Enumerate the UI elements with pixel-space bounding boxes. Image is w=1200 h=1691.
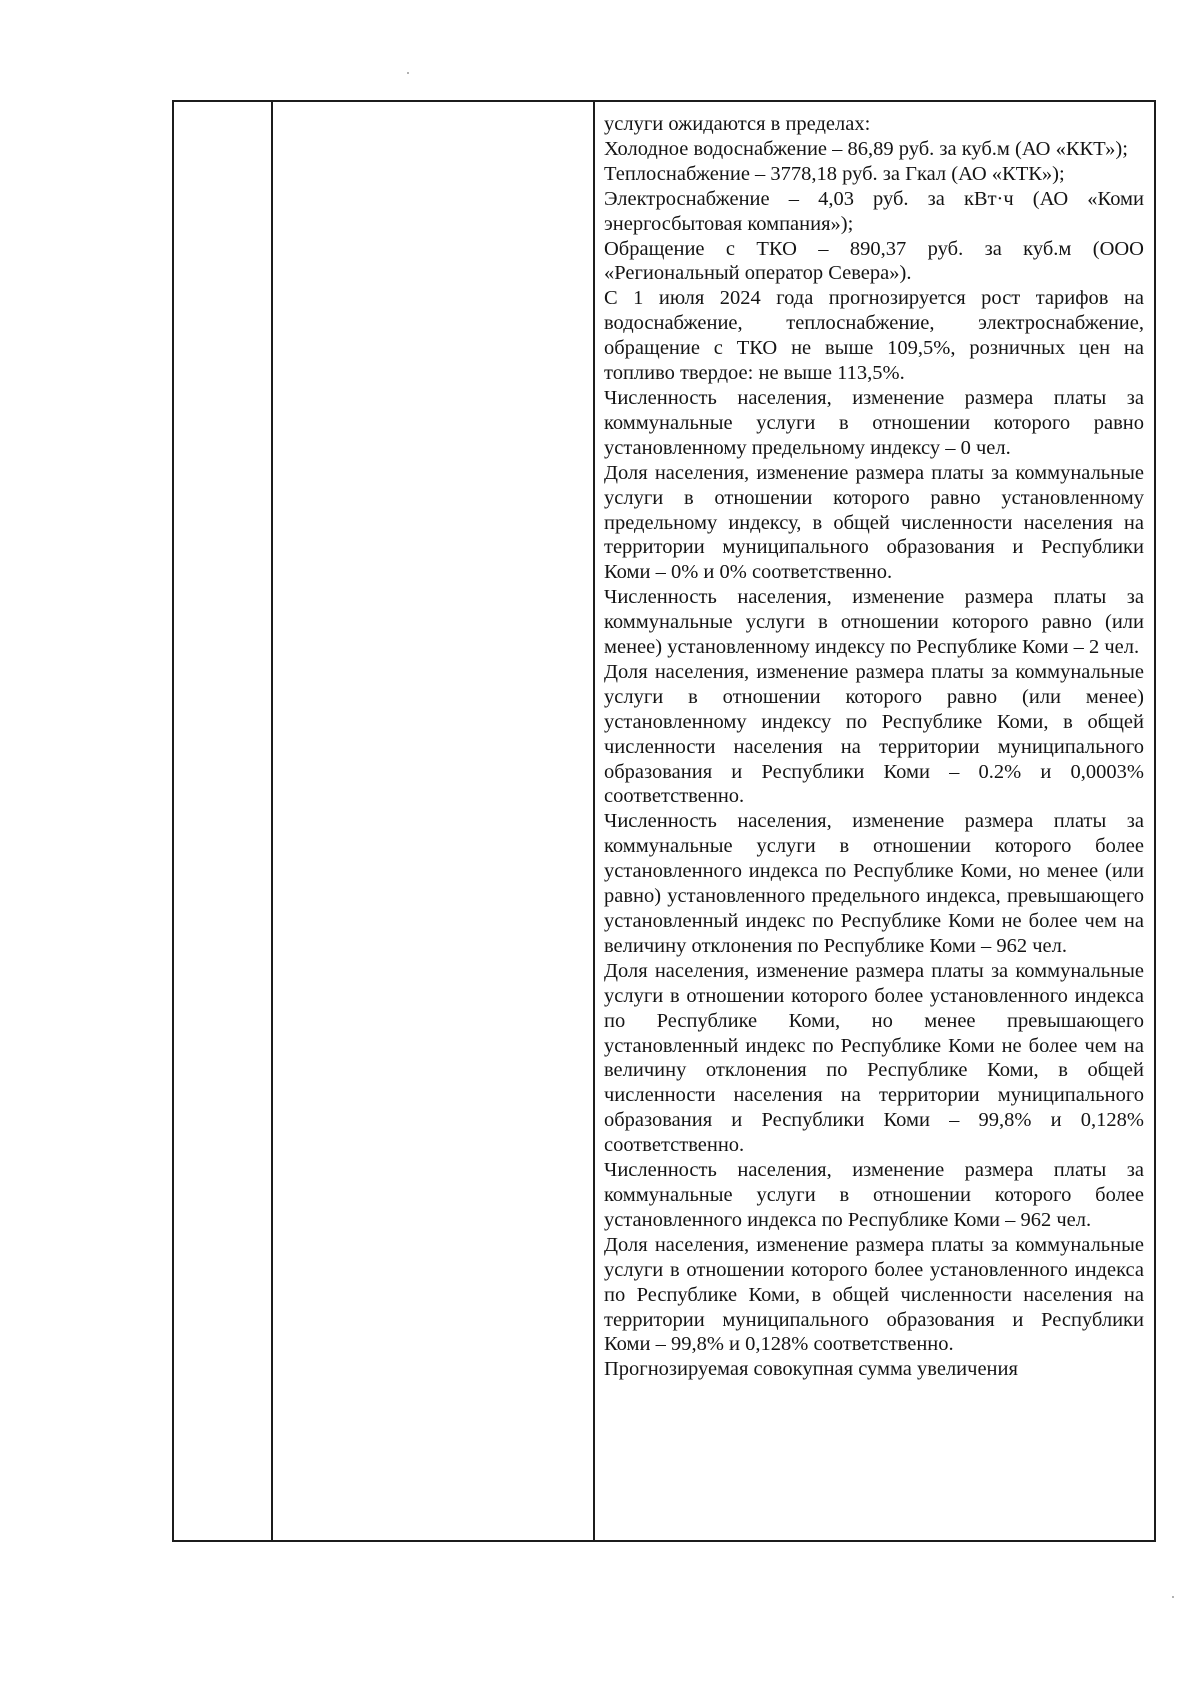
paragraph: Доля населения, изменение размера платы за коммунальные услуги в отношении которого равно (или менее) установленному индексу по Республике Коми, в общей численности населения на территории муниципального образования и Республики Коми – 0.2% и 0,0003% соответственно. <box>604 660 1144 808</box>
paragraph: Прогнозируемая совокупная сумма увеличения <box>604 1358 1018 1381</box>
scan-speck <box>407 72 409 74</box>
paragraph: Численность населения, изменение размера платы за коммунальные услуги в отношении которого равно (или менее) установленному индексу по Республике Коми – 2 чел. <box>604 586 1144 659</box>
paragraph: С 1 июля 2024 года прогнозируется рост тарифов на водоснабжение, теплоснабжение, электроснабжение, обращение с ТКО не выше 109,5%, розничных цен на топливо твердое: не выше 113,5%. <box>604 287 1144 385</box>
paragraph: Численность населения, изменение размера платы за коммунальные услуги в отношении которого более установленного индекса по Республике Коми – 962 чел. <box>604 1159 1144 1231</box>
paragraph: Электроснабжение – 4,03 руб. за кВт·ч (АО «Коми энергосбытовая компания»); <box>604 187 1144 235</box>
paragraph: Численность населения, изменение размера платы за коммунальные услуги в отношении которого более установленного индекса по Республике Коми, но менее (или равно) установленного предельного индекса, превышающего установленный индекс по Республике Коми не более чем на величину отклонения по Республике Коми – 962 чел. <box>604 810 1144 957</box>
paragraph: Численность населения, изменение размера платы за коммунальные услуги в отношении которого равно установленному предельному индексу – 0 чел. <box>604 386 1144 459</box>
paragraph: Холодное водоснабжение – 86,89 руб. за куб.м (АО «ККТ»); <box>604 137 1128 160</box>
paragraph: Доля населения, изменение размера платы за коммунальные услуги в отношении которого более установленного индекса по Республике Коми, в общей численности населения на территории муниципального образования и Республики Коми – 99,8% и 0,128% соответственно. <box>604 1233 1144 1356</box>
paragraph: Теплоснабжение – 3778,18 руб. за Гкал (АО «КТК»); <box>604 162 1065 185</box>
scan-speck <box>1172 1596 1174 1598</box>
table-column-number <box>174 102 273 1540</box>
paragraph: Доля населения, изменение размера платы за коммунальные услуги в отношении которого более установленного индекса по Республике Коми, но менее превышающего установленный индекс по Республике Коми не более чем на величину отклонения по Республике Коми, в общей численности населения на территории муниципального образования и Республики Коми – 99,8% и 0,128% соответственно. <box>604 959 1144 1157</box>
paragraph: услуги ожидаются в пределах: <box>604 113 871 135</box>
table-column-name <box>273 102 595 1540</box>
paragraph: Доля населения, изменение размера платы за коммунальные услуги в отношении которого равно установленному предельному индексу, в общей численности населения на территории муниципального образования и Республики Коми – 0% и 0% соответственно. <box>604 461 1144 584</box>
paragraph: Обращение с ТКО – 890,37 руб. за куб.м (ООО «Региональный оператор Севера»). <box>604 237 1144 285</box>
table-column-description <box>595 102 1154 1540</box>
document-table <box>172 100 1156 1542</box>
